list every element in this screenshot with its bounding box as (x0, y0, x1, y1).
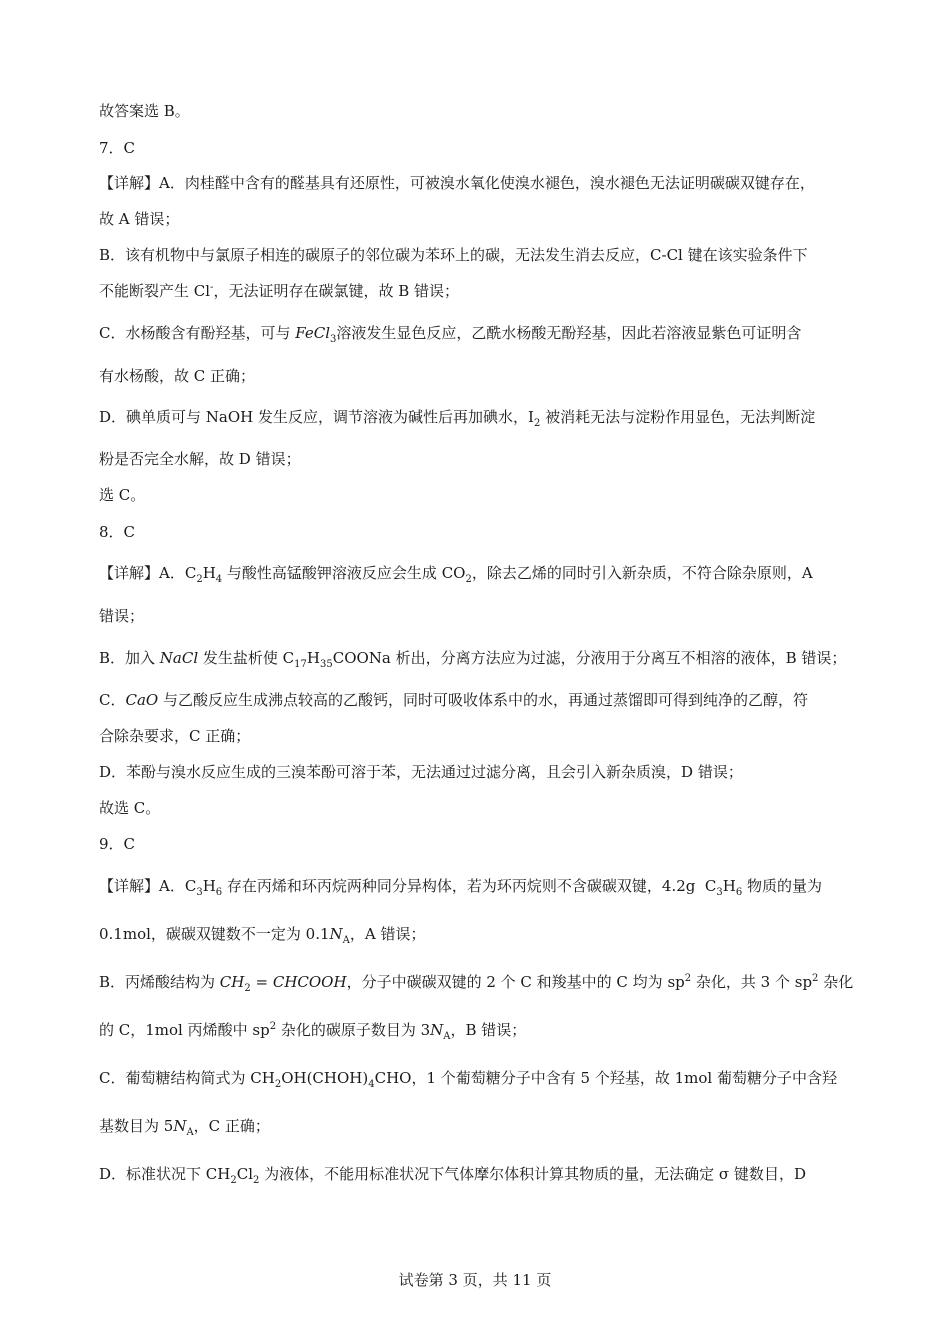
text-fragment: 【详解】A．C (99, 877, 197, 895)
text-fragment: 与酸性高锰酸钾溶液反应会生成 CO (222, 564, 466, 582)
text-fragment: CaO (125, 691, 159, 709)
subscript: 2 (196, 574, 203, 585)
text-line (99, 281, 459, 301)
text-fragment: 故 A 错误； (99, 210, 180, 228)
text-fragment: 为液体，不能用标准状况下气体摩尔体积计算其物质的量，无法确定 σ 键数目，D (259, 1165, 806, 1183)
text-line (99, 323, 801, 343)
text-line (99, 1164, 806, 1184)
text-fragment: COONa 析出，分离方法应为过滤，分液用于分离互不相溶的液体，B 错误； (332, 649, 847, 667)
text-fragment: C． (99, 691, 126, 709)
text-fragment: 不能断裂产生 Cl (99, 282, 211, 300)
text-fragment: 8．C (99, 523, 136, 541)
text-fragment: 与乙酸反应生成沸点较高的乙酸钙，同时可吸收体系中的水，再通过蒸馏即可得到纯净的乙醇，符 (158, 691, 808, 709)
text-fragment: 杂化的碳原子数目为 3 (276, 1021, 431, 1039)
subscript: 2 (465, 574, 472, 585)
text-line (99, 1020, 526, 1040)
text-fragment: 被消耗无法与淀粉作用显色，无法判断淀 (540, 408, 816, 426)
subscript: 6 (215, 887, 223, 898)
text-fragment: H (202, 877, 216, 895)
subscript: 2 (533, 418, 541, 429)
text-fragment: FeCl (295, 324, 330, 342)
text-fragment: 溶液发生显色反应，乙酰水杨酸无酚羟基，因此若溶液显紫色可证明含 (336, 324, 802, 342)
text-line (99, 924, 426, 944)
subscript: 3 (330, 334, 337, 345)
text-line (99, 209, 179, 229)
text-line (99, 726, 250, 746)
text-fragment: C．葡萄糖结构简式为 CH (99, 1069, 275, 1087)
text-fragment: 基数目为 5 (99, 1117, 174, 1135)
text-fragment: ，除去乙烯的同时引入新杂质，不符合除杂原则，A (471, 564, 813, 582)
subscript: 2 (253, 1175, 260, 1186)
text-line (99, 485, 145, 505)
text-fragment: ，A 错误； (349, 925, 426, 943)
text-line (99, 563, 813, 583)
text-fragment: H (722, 877, 736, 895)
text-fragment: CHO，1 个葡萄糖分子中含有 5 个羟基，故 1mol 葡萄糖分子中含羟 (374, 1069, 837, 1087)
text-line (99, 690, 808, 710)
text-line (99, 522, 135, 542)
text-fragment: 9．C (99, 835, 136, 853)
text-fragment: 合除杂要求，C 正确； (99, 727, 251, 745)
text-fragment: B．丙烯酸结构为 (99, 973, 220, 991)
subscript: 4 (215, 574, 223, 585)
text-fragment: 杂化 (818, 973, 854, 991)
text-fragment: 【详解】A．C (99, 564, 197, 582)
superscript: 2 (684, 973, 692, 984)
text-fragment: NaCl (159, 649, 199, 667)
subscript: 2 (274, 1079, 282, 1090)
text-line (99, 972, 853, 992)
subscript: 2 (230, 1175, 237, 1186)
text-fragment: CHCOOH (272, 973, 347, 991)
text-line (99, 606, 144, 626)
text-fragment: D．苯酚与溴水反应生成的三溴苯酚可溶于苯，无法通过过滤分离，且会引入新杂质溴，D 错误； (99, 763, 743, 781)
text-line (99, 449, 301, 469)
superscript: 2 (269, 1021, 277, 1032)
text-fragment: 物质的量为 (742, 877, 823, 895)
text-fragment: 存在丙烯和环丙烷两种同分异构体，若为环丙烷则不含碳碳双键，4.2g C (222, 877, 717, 895)
subscript: A (443, 1031, 451, 1042)
subscript: 6 (735, 887, 743, 898)
subscript: 3 (196, 887, 203, 898)
text-fragment: B．加入 (99, 649, 160, 667)
text-fragment: N (329, 925, 343, 943)
text-line (99, 648, 846, 668)
text-line (99, 876, 822, 896)
text-line (99, 798, 160, 818)
text-line (99, 366, 255, 386)
text-fragment: CH (219, 973, 245, 991)
text-fragment: H (202, 564, 216, 582)
text-fragment: 0.1mol，碳碳双键数不一定为 0.1 (99, 925, 330, 943)
text-line (99, 1068, 837, 1088)
text-fragment: 【详解】A．肉桂醛中含有的醛基具有还原性，可被溴水氧化使溴水褪色，溴水褪色无法证明碳碳双键存在， (99, 174, 815, 192)
text-line (99, 1116, 270, 1136)
subscript: 35 (319, 659, 333, 670)
text-fragment: 粉是否完全水解，故 D 错误； (99, 450, 301, 468)
text-line (99, 101, 190, 121)
text-fragment: ，无法证明存在碳氯键，故 B 错误； (213, 282, 459, 300)
text-fragment: B．该有机物中与氯原子相连的碳原子的邻位碳为苯环上的碳，无法发生消去反应，C-Cl 键在该实验条件下 (99, 246, 808, 264)
text-fragment: ，分子中碳碳双键的 2 个 C 和羧基中的 C 均为 sp (346, 973, 685, 991)
text-fragment: D．碘单质可与 NaOH 发生反应，调节溶液为碱性后再加碘水，I (99, 408, 534, 426)
text-fragment: 故答案选 B。 (99, 102, 190, 120)
superscript: - (210, 282, 214, 293)
text-fragment: = (250, 973, 273, 991)
text-fragment: 选 C。 (99, 486, 146, 504)
text-fragment: 有水杨酸，故 C 正确； (99, 367, 256, 385)
subscript: 2 (244, 983, 251, 994)
text-fragment: 发生盐析使 C (198, 649, 295, 667)
text-line (99, 762, 743, 782)
superscript: 2 (812, 973, 819, 984)
subscript: 4 (368, 1079, 375, 1090)
text-fragment: ，C 正确； (193, 1117, 270, 1135)
text-line (99, 173, 815, 193)
text-fragment: 故选 C。 (99, 799, 161, 817)
text-fragment: 7．C (99, 139, 136, 157)
page-footer: 试卷第 3 页，共 11 页 (398, 1271, 552, 1289)
text-fragment: C．水杨酸含有酚羟基，可与 (99, 324, 296, 342)
text-fragment: N (430, 1021, 444, 1039)
text-line (99, 245, 808, 265)
text-fragment: 错误； (99, 607, 145, 625)
subscript: 3 (716, 887, 723, 898)
text-fragment: OH(CHOH) (281, 1069, 369, 1087)
text-line (99, 834, 135, 854)
subscript: 17 (294, 659, 307, 670)
text-fragment: N (173, 1117, 187, 1135)
text-line (99, 407, 815, 427)
text-fragment: 杂化，共 3 个 sp (691, 973, 813, 991)
subscript: A (342, 935, 350, 946)
text-fragment: ，B 错误； (450, 1021, 527, 1039)
text-fragment: 的 C，1mol 丙烯酸中 sp (99, 1021, 270, 1039)
text-fragment: Cl (236, 1165, 254, 1183)
text-fragment: H (306, 649, 320, 667)
text-line (99, 138, 135, 158)
subscript: A (186, 1127, 194, 1138)
text-fragment: D．标准状况下 CH (99, 1165, 231, 1183)
